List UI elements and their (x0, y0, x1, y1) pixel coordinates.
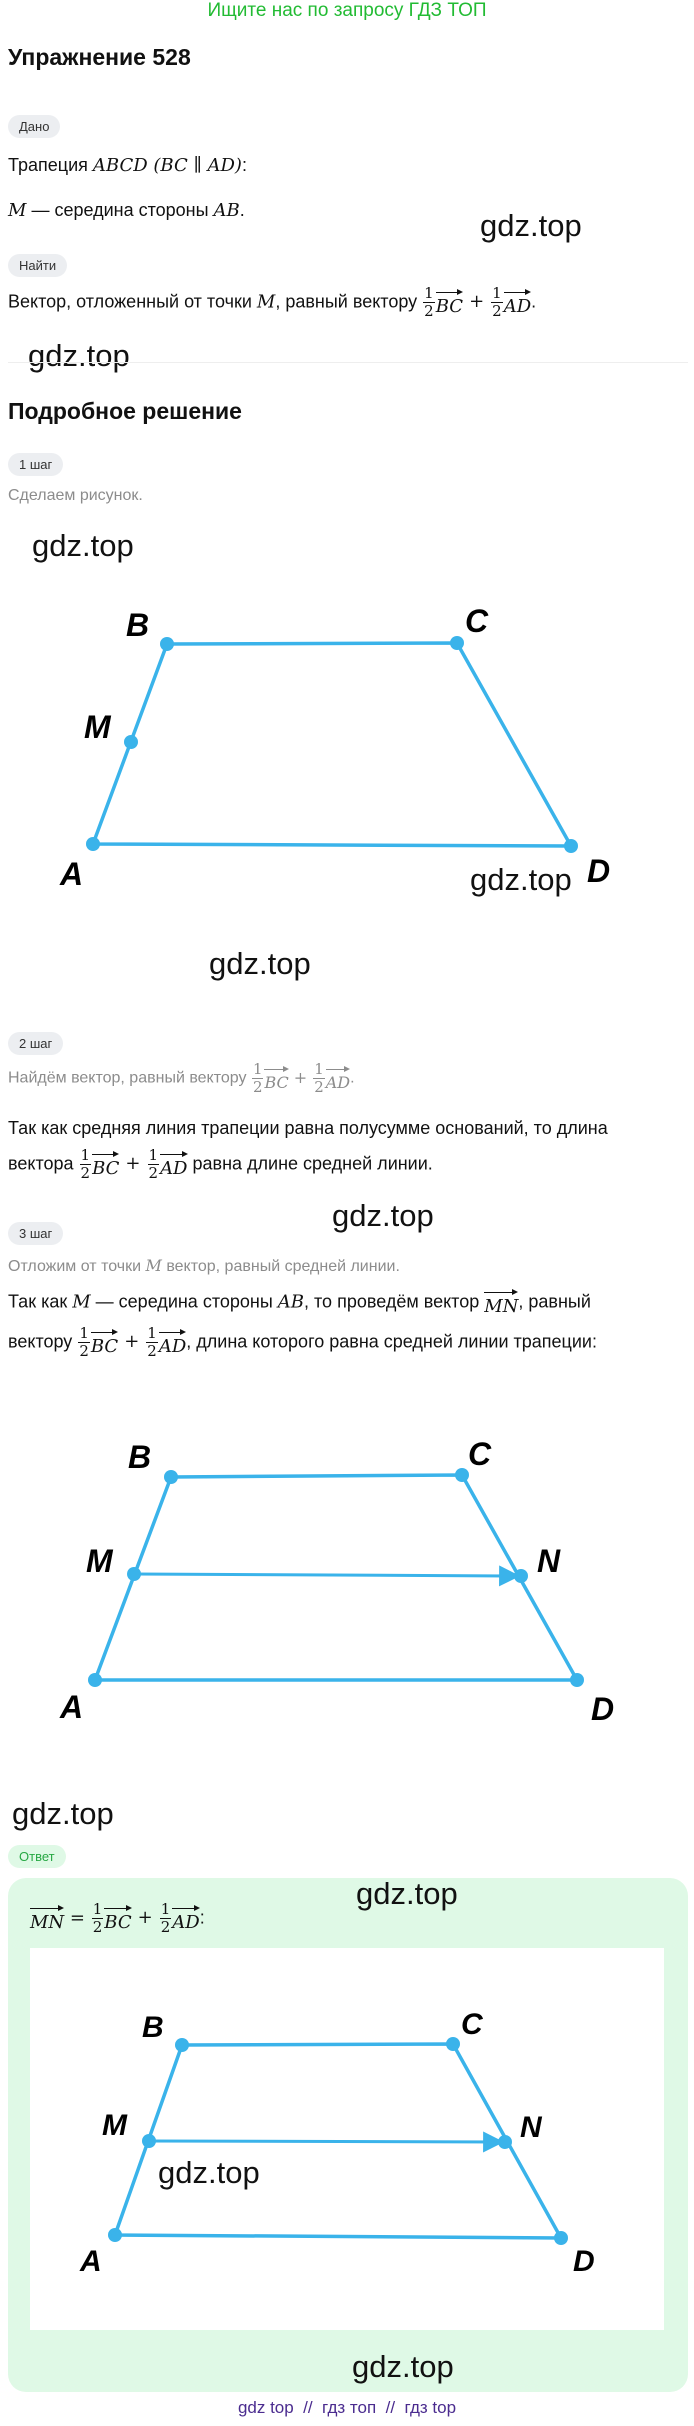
label-m: M (84, 709, 111, 745)
step-2-grey-line (8, 1062, 355, 1095)
label-b: B (142, 2011, 164, 2044)
vertex-b (164, 1470, 178, 1484)
step-3-grey-pre: Отложим от точки (8, 1258, 146, 1275)
label-n: N (537, 1543, 561, 1579)
watermark: gdz.top (470, 862, 572, 897)
label-c: C (465, 603, 489, 639)
label-c: C (468, 1436, 492, 1472)
exercise-title: Упражнение 528 (8, 44, 191, 70)
vertex-d (570, 1673, 584, 1687)
label-m: M (102, 2109, 127, 2142)
watermark: gdz.top (480, 208, 582, 243)
step-3-grey-point: M (145, 1256, 162, 1275)
vertex-b (160, 637, 174, 651)
vector-bc: BC (436, 289, 463, 316)
answer-end: : (199, 1907, 205, 1928)
given-tag (8, 115, 60, 138)
find-text: Вектор, отложенный от точки (8, 291, 257, 312)
step-2-main-line-1: Так как средняя линия трапеции равна полусумме оснований, то длина (8, 1118, 608, 1138)
fraction-half: $\frac{1}{2}$ (252, 1060, 263, 1096)
find-text-2: , равный вектору (275, 291, 423, 312)
vertex-c (455, 1468, 469, 1482)
trapezoid-figure-answer (30, 1948, 664, 2330)
footer-links[interactable]: gdz top // гдз топ // гдз top (237, 2398, 457, 2417)
vector-ad: AD (160, 1151, 187, 1178)
find-tag-label: Найти (8, 254, 67, 277)
plus-sign: + (125, 1153, 141, 1175)
label-a: A (60, 1689, 84, 1725)
vector-bc: BC (264, 1066, 288, 1091)
watermark: gdz.top (32, 528, 134, 563)
given-line-2 (8, 198, 245, 223)
point-n-dot (514, 1569, 528, 1583)
watermark: gdz.top (12, 1796, 114, 1831)
vertex-c (446, 2037, 460, 2051)
step-3-grey-post: вектор, равный средней линии. (161, 1258, 400, 1275)
given-line-2-end: . (239, 200, 245, 220)
fraction-half: $\frac{1}{2}$ (148, 1146, 159, 1182)
given-line-1-end: : (241, 155, 247, 175)
step-3-line-1 (8, 1289, 591, 1316)
plus-sign: + (469, 291, 485, 313)
step-2-grey-end: . (350, 1069, 355, 1087)
label-a: A (80, 2245, 102, 2278)
vector-bc: BC (92, 1151, 119, 1178)
fraction-half: $\frac{1}{2}$ (314, 1060, 324, 1096)
vector-mn-arrow (149, 2141, 502, 2142)
trapezoid-figure-2 (0, 1400, 694, 1740)
watermark: gdz.top (158, 2155, 260, 2190)
answer-tag (8, 1845, 66, 1868)
step-3-tag (8, 1222, 63, 1245)
vector-mn: MN (30, 1905, 64, 1932)
fraction-half: $\frac{1}{2}$ (147, 1324, 157, 1360)
find-line (8, 286, 536, 319)
given-line-1-text: Трапеция (8, 155, 93, 175)
point-m-dot (142, 2134, 156, 2148)
step-3-l1-ab: AB (277, 1291, 305, 1313)
vector-ad: AD (159, 1329, 186, 1356)
vector-bc: BC (104, 1905, 131, 1932)
fraction-half: $\frac{1}{2}$ (160, 1900, 171, 1936)
fraction-half: $\frac{1}{2}$ (424, 284, 434, 320)
point-m-dot (127, 1567, 141, 1581)
plus-sign: + (293, 1067, 308, 1087)
trapezoid-figure-1 (0, 590, 694, 910)
trapezoid-outline (95, 1475, 577, 1680)
label-b: B (126, 607, 150, 643)
label-c: C (461, 2008, 483, 2041)
given-tag-label: Дано (8, 115, 60, 138)
label-b: B (128, 1439, 152, 1475)
step-1-tag (8, 453, 63, 476)
vertex-b (175, 2038, 189, 2052)
vector-mn: MN (484, 1289, 518, 1316)
step-3-l1-a: Так как (8, 1291, 73, 1312)
equals-sign: = (64, 1907, 91, 1929)
watermark: gdz.top (209, 946, 311, 981)
vertex-d (564, 839, 578, 853)
point-m-dot (124, 735, 138, 749)
vertex-a (88, 1673, 102, 1687)
vector-mn-arrow (134, 1574, 518, 1576)
trapezoid-name: ABCD (BC ∥ AD) (92, 155, 242, 176)
watermark: gdz.top (332, 1198, 434, 1233)
label-d: D (591, 1691, 615, 1727)
step-2-tag (8, 1032, 63, 1055)
point-n-dot (498, 2135, 512, 2149)
step-3-tag-label: 3 шаг (8, 1222, 63, 1245)
solution-title: Подробное решение (8, 398, 242, 424)
watermark: gdz.top (356, 1876, 458, 1911)
label-a: A (60, 856, 84, 892)
vector-ad: AD (504, 289, 531, 316)
fraction-half: $\frac{1}{2}$ (79, 1324, 89, 1360)
find-tag (8, 254, 67, 277)
step-1-text: Сделаем рисунок. (8, 487, 143, 504)
vector-ad: AD (172, 1905, 199, 1932)
watermark: gdz.top (28, 338, 130, 373)
step-3-l1-c: , то проведём вектор (304, 1291, 485, 1312)
fraction-half: $\frac{1}{2}$ (92, 1900, 103, 1936)
watermark: gdz.top (352, 2349, 454, 2384)
answer-tag-label: Ответ (8, 1845, 66, 1868)
step-2-main-pre: вектора (8, 1153, 79, 1174)
step-2-main-post: равна длине средней линии. (187, 1153, 433, 1174)
step-3-grey-line (8, 1256, 400, 1276)
find-end: . (531, 291, 537, 312)
trapezoid-outline (93, 643, 571, 846)
step-2-grey-text: Найдём вектор, равный вектору (8, 1069, 251, 1087)
search-hint-link[interactable]: Ищите нас по запросу ГДЗ ТОП (207, 0, 487, 21)
step-3-l1-m: M (72, 1291, 91, 1313)
divider (8, 362, 688, 363)
given-line-2-text: — середина стороны (26, 200, 214, 220)
step-2-tag-label: 2 шаг (8, 1032, 63, 1055)
step-3-l1-d: , равный (518, 1291, 591, 1312)
vertex-a (86, 837, 100, 851)
label-d: D (573, 2245, 595, 2278)
step-3-l1-b: — середина стороны (90, 1291, 278, 1312)
point-m: M (8, 200, 27, 221)
fraction-half: $\frac{1}{2}$ (80, 1146, 91, 1182)
vertex-d (554, 2231, 568, 2245)
vector-ad: AD (326, 1066, 350, 1091)
label-d: D (587, 853, 611, 889)
step-2-main-line-2 (8, 1148, 433, 1181)
plus-sign: + (124, 1331, 140, 1353)
vector-bc: BC (91, 1329, 118, 1356)
plus-sign: + (137, 1907, 153, 1929)
label-n: N (520, 2111, 542, 2144)
step-1-tag-label: 1 шаг (8, 453, 63, 476)
step-3-l2-pre: вектору (8, 1331, 78, 1352)
answer-formula (30, 1902, 205, 1935)
label-m: M (86, 1543, 113, 1579)
side-ab: AB (213, 200, 240, 221)
vertex-c (450, 636, 464, 650)
step-3-l2-post: , длина которого равна средней линии трапеции: (186, 1331, 597, 1352)
find-point: M (256, 291, 276, 313)
fraction-half: $\frac{1}{2}$ (492, 284, 502, 320)
step-3-line-2 (8, 1326, 597, 1359)
vertex-a (108, 2228, 122, 2242)
given-line-1 (8, 153, 247, 178)
